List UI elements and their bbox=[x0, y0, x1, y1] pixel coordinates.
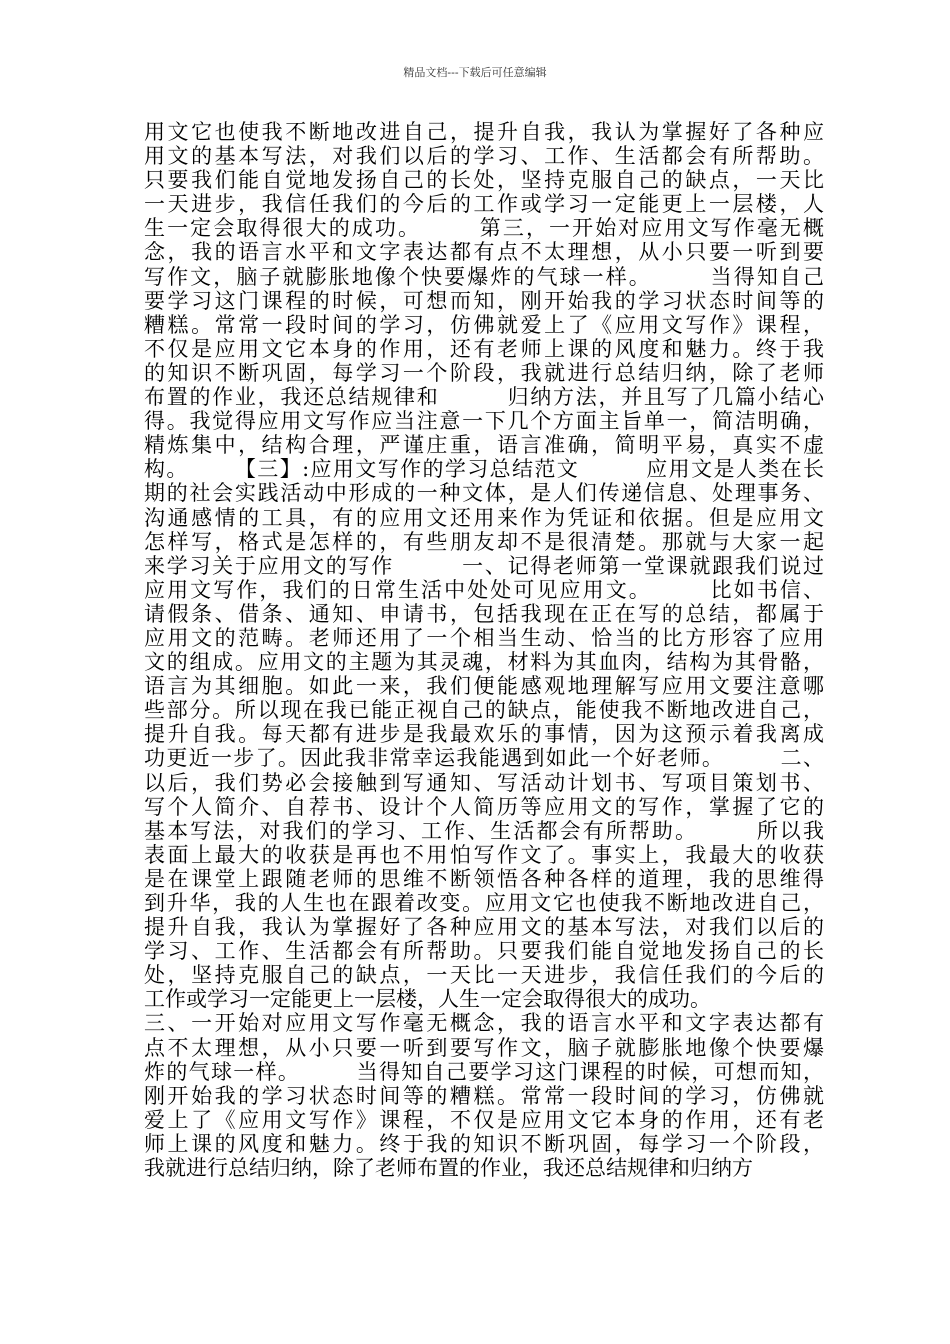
text-line: 是在课堂上跟随老师的思维不断领悟各种各样的道理，我的思维得 bbox=[144, 866, 824, 891]
text-line: 我就进行总结归纳，除了老师布置的作业，我还总结规律和归纳方 bbox=[144, 1156, 753, 1181]
text-line: 要学习这门课程的时候，可想而知，刚开始我的学习状态时间等的 bbox=[144, 288, 824, 313]
text-line: 三、一开始对应用文写作毫无概念，我的语言水平和文字表达都有 bbox=[144, 1011, 824, 1036]
text-line: 只要我们能自觉地发扬自己的长处，坚持克服自己的缺点，一天比 bbox=[144, 168, 824, 193]
text-line: 不仅是应用文它本身的作用，还有老师上课的风度和魅力。终于我 bbox=[144, 336, 824, 361]
text-line: 用文的基本写法，对我们以后的学习、工作、生活都会有所帮助。 bbox=[144, 144, 824, 169]
text-line: 精炼集中，结构合理，严谨庄重，语言准确，简明平易，真实不虚 bbox=[144, 433, 824, 458]
text-line: 炸的气球一样。 当得知自己要学习这门课程的时候，可想而知， bbox=[144, 1059, 824, 1084]
text-line: 来学习关于应用文的写作 一、记得老师第一堂课就跟我们说过 bbox=[144, 553, 824, 578]
text-line: 应用文写作，我们的日常生活中处处可见应用文。 比如书信、 bbox=[144, 577, 824, 602]
text-line: 构。 【三】:应用文写作的学习总结范文 应用文是人类在长 bbox=[144, 457, 824, 482]
text-line: 糟糕。常常一段时间的学习，仿佛就爱上了《应用文写作》课程， bbox=[144, 312, 824, 337]
text-line: 处，坚持克服自己的缺点，一天比一天进步，我信任我们的今后的 bbox=[144, 963, 824, 988]
text-line: 功更近一步了。因此我非常幸运我能遇到如此一个好老师。 二、 bbox=[144, 746, 824, 771]
text-line: 得。我觉得应用文写作应当注意一下几个方面主旨单一，简洁明确， bbox=[144, 409, 824, 434]
text-line: 请假条、借条、通知、申请书，包括我现在正在写的总结，都属于 bbox=[144, 601, 824, 626]
page-header: 精品文档---下载后可任意编辑 bbox=[403, 66, 547, 79]
text-line: 沟通感情的工具，有的应用文还用来作为凭证和依据。但是应用文 bbox=[144, 505, 824, 530]
text-line: 工作或学习一定能更上一层楼，人生一定会取得很大的成功。 bbox=[144, 987, 711, 1012]
text-line: 以后，我们势必会接触到写通知、写活动计划书、写项目策划书、 bbox=[144, 770, 824, 795]
text-line: 应用文的范畴。老师还用了一个相当生动、恰当的比方形容了应用 bbox=[144, 625, 824, 650]
text-line: 怎样写，格式是怎样的，有些朋友却不是很清楚。那就与大家一起 bbox=[144, 529, 824, 554]
text-line: 到升华，我的人生也在跟着改变。应用文它也使我不断地改进自己， bbox=[144, 891, 824, 915]
text-line: 提升自我。每天都有进步是我最欢乐的事情，因为这预示着我离成 bbox=[144, 722, 824, 747]
text-line: 期的社会实践活动中形成的一种文体，是人们传递信息、处理事务、 bbox=[144, 481, 824, 506]
document-body bbox=[144, 120, 824, 1180]
text-line: 生一定会取得很大的成功。 第三，一开始对应用文写作毫无概 bbox=[144, 216, 824, 241]
text-line: 布置的作业，我还总结规律和 归纳方法，并且写了几篇小结心 bbox=[144, 385, 824, 410]
text-line: 表面上最大的收获是再也不用怕写作文了。事实上，我最大的收获 bbox=[144, 842, 824, 867]
text-line: 学习、工作、生活都会有所帮助。只要我们能自觉地发扬自己的长 bbox=[144, 939, 824, 964]
text-line: 点不太理想，从小只要一听到要写作文，脑子就膨胀地像个快要爆 bbox=[144, 1035, 824, 1060]
text-line: 些部分。所以现在我已能正视自己的缺点，能使我不断地改进自己， bbox=[144, 698, 824, 723]
text-line: 念，我的语言水平和文字表达都有点不太理想，从小只要一听到要 bbox=[144, 240, 824, 265]
text-line: 写个人简介、自荐书、设计个人简历等应用文的写作，掌握了它的 bbox=[144, 794, 824, 819]
text-line: 刚开始我的学习状态时间等的糟糕。常常一段时间的学习，仿佛就 bbox=[144, 1083, 824, 1108]
text-line: 提升自我，我认为掌握好了各种应用文的基本写法，对我们以后的 bbox=[144, 915, 824, 940]
text-line: 一天进步，我信任我们的今后的工作或学习一定能更上一层楼，人 bbox=[144, 192, 824, 217]
text-line: 师上课的风度和魅力。终于我的知识不断巩固，每学习一个阶段， bbox=[144, 1131, 824, 1156]
text-line: 用文它也使我不断地改进自己，提升自我，我认为掌握好了各种应 bbox=[144, 120, 824, 144]
text-line: 基本写法，对我们的学习、工作、生活都会有所帮助。 所以我 bbox=[144, 818, 824, 843]
text-line: 爱上了《应用文写作》课程，不仅是应用文它本身的作用，还有老 bbox=[144, 1107, 824, 1132]
text-line: 的知识不断巩固，每学习一个阶段，我就进行总结归纳，除了老师 bbox=[144, 360, 824, 385]
text-line: 写作文，脑子就膨胀地像个快要爆炸的气球一样。 当得知自己 bbox=[144, 264, 824, 289]
text-line: 文的组成。应用文的主题为其灵魂，材料为其血肉，结构为其骨骼， bbox=[144, 650, 824, 675]
text-line: 语言为其细胞。如此一来，我们便能感观地理解写应用文要注意哪 bbox=[144, 674, 824, 699]
